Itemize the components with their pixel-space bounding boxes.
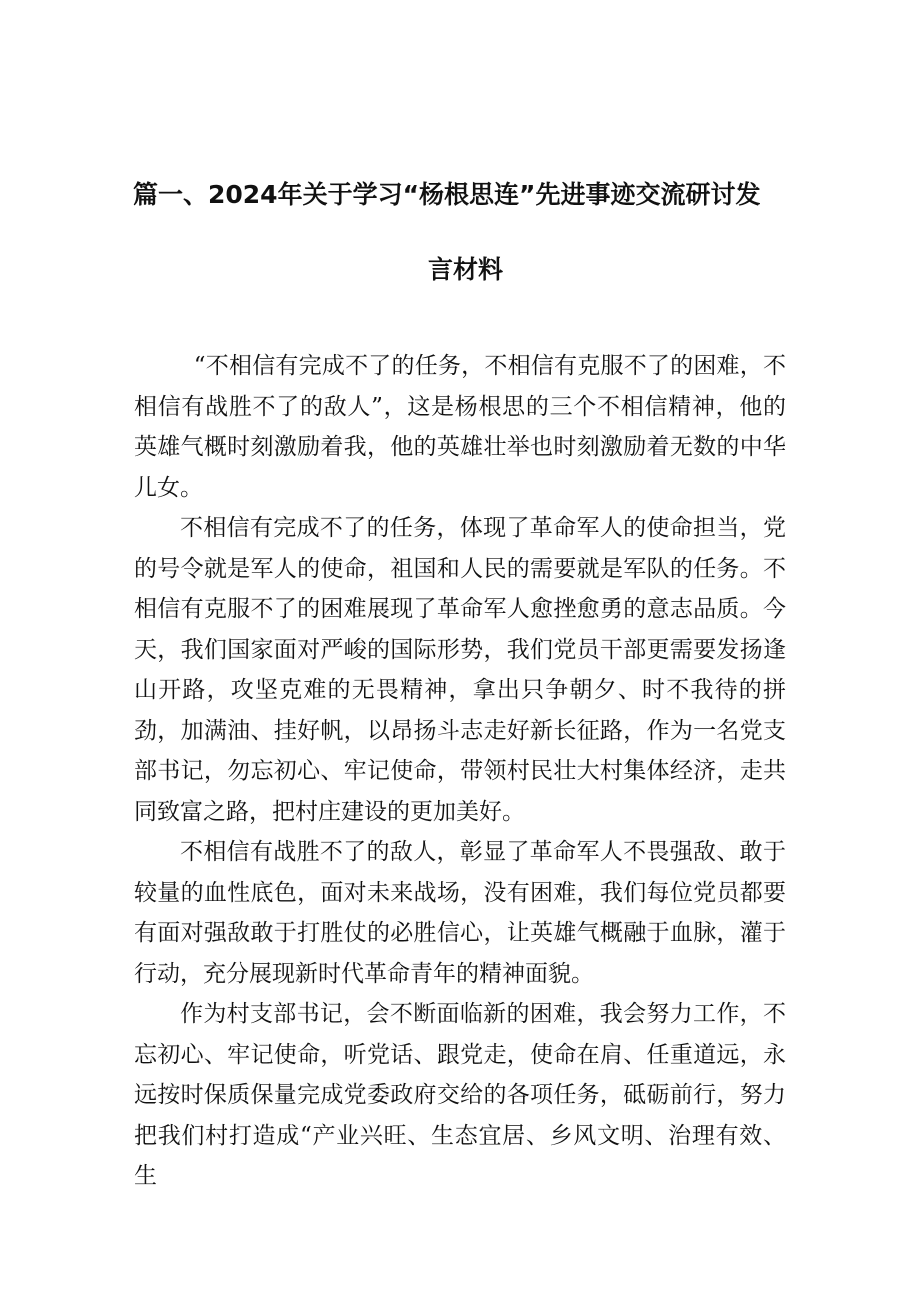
paragraph: 不相信有战胜不了的敌人，彰显了革命军人不畏强敌、敢于较量的血性底色，面对未来战场，没有困难，我们每位党员都要有面对强敌敢于打胜仗的必胜信心，让英雄气概融于血脉，灌于行动，充分展现新时代革命青年的精神面貌。 (134, 839, 786, 987)
paragraph: 不相信有完成不了的任务，体现了革命军人的使命担当，党的号令就是军人的使命，祖国和人民的需要就是军队的任务。不相信有克服不了的困难展现了革命军人愈挫愈勇的意志品质。今天，我们国家面对严峻的国际形势，我们党员干部更需要发扬逢山开路，攻坚克难的无畏精神，拿出只争朝夕、时不我待的拼劲，加满油、挂好帆，以昂扬斗志走好新长征路，作为一名党支部书记，勿忘初心、牢记使命，带领村民壮大村集体经济，走共同致富之路，把村庄建设的更加美好。 (134, 515, 786, 825)
document-body (134, 346, 786, 1197)
document-title-line-1: 篇一、2024年关于学习“杨根思连”先进事迹交流研讨发 (133, 180, 761, 209)
paragraph: “不相信有完成不了的任务，不相信有克服不了的困难，不相信有战胜不了的敌人”，这是杨根思的三个不相信精神，他的英雄气概时刻激励着我，他的英雄壮举也时刻激励着无数的中华儿女。 (134, 353, 786, 501)
paragraph: 作为村支部书记，会不断面临新的困难，我会努力工作，不忘初心、牢记使命，听党话、跟党走，使命在肩、任重道远，永远按时保质保量完成党委政府交给的各项任务，砥砺前行，努力把我们村打造成“产业兴旺、生态宜居、乡风文明、治理有效、生 (134, 1001, 786, 1189)
document-title-line-2: 言材料 (428, 255, 504, 284)
